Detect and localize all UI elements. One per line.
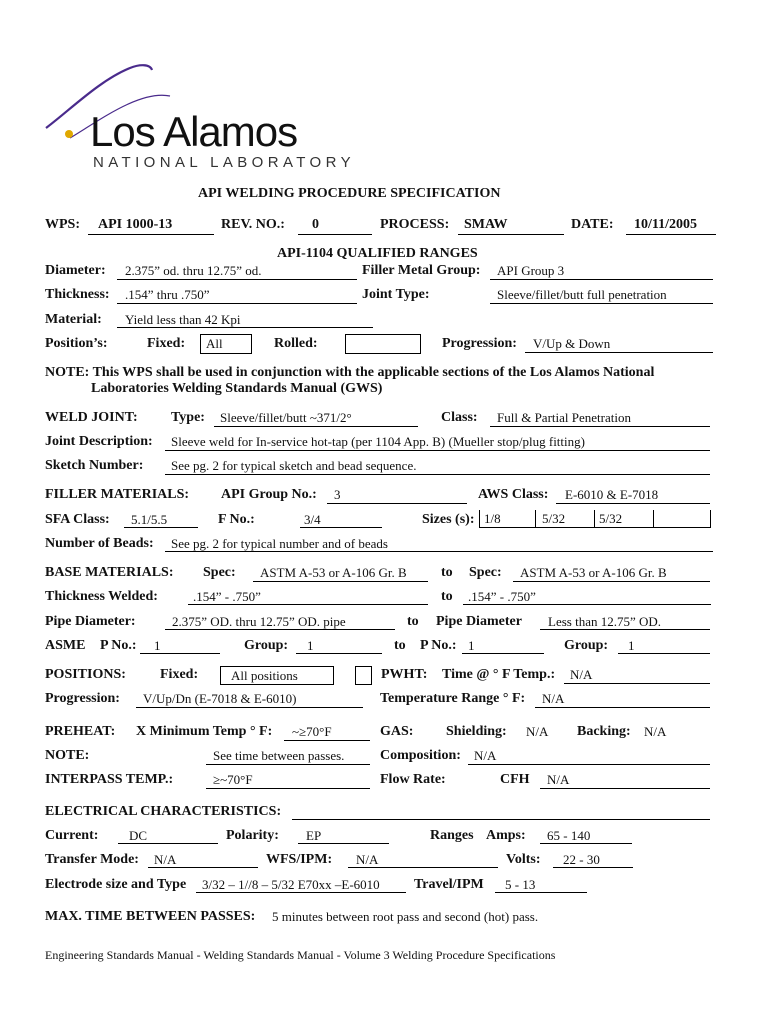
logo-name: Los Alamos	[90, 108, 298, 155]
fno-label: F No.:	[218, 512, 255, 527]
electrode-label: Electrode size and Type	[45, 877, 187, 892]
process-value[interactable]: SMAW	[464, 217, 508, 232]
amps-value[interactable]: 65 - 140	[547, 828, 591, 843]
max-time-label: MAX. TIME BETWEEN PASSES:	[45, 909, 256, 924]
date-label: DATE:	[571, 217, 614, 232]
joint-type-label: Joint Type:	[362, 287, 430, 302]
api-group-line	[327, 503, 467, 504]
cfh-value[interactable]: N/A	[547, 772, 570, 787]
wps-value[interactable]: API 1000-13	[98, 217, 173, 232]
polarity-label: Polarity:	[226, 828, 279, 843]
wfs-value[interactable]: N/A	[356, 852, 379, 867]
base-materials-label: BASE MATERIALS:	[45, 565, 174, 580]
pno-line	[140, 653, 220, 654]
diameter-line	[117, 279, 357, 280]
asme-label: ASME	[45, 638, 86, 653]
spec2-line	[513, 581, 710, 582]
interpass-value[interactable]: ≥~70°F	[213, 772, 253, 787]
cfh-line	[540, 788, 710, 789]
sizes-table	[479, 510, 711, 528]
group-label: Group:	[244, 638, 289, 653]
material-label: Material:	[45, 312, 102, 327]
fixed-box[interactable]	[200, 334, 252, 354]
wfs-label: WFS/IPM:	[266, 852, 333, 867]
rev-line	[298, 234, 372, 235]
sketch-label: Sketch Number:	[45, 458, 144, 473]
temp-range-value[interactable]: N/A	[542, 691, 565, 706]
class-value[interactable]: Full & Partial Penetration	[497, 410, 631, 425]
electrical-label: ELECTRICAL CHARACTERISTICS:	[45, 804, 282, 819]
progression-line	[525, 352, 713, 353]
spec2-label: Spec:	[469, 565, 502, 580]
pos-progression-line	[136, 707, 363, 708]
transfer-mode-value[interactable]: N/A	[154, 852, 177, 867]
class-line	[490, 426, 710, 427]
note-line-1: NOTE: This WPS shall be used in conjunction with the applicable sections of the Los Alamos National	[45, 365, 655, 380]
travel-label: Travel/IPM	[414, 877, 484, 892]
pwht-label: PWHT:	[381, 667, 428, 682]
group2-value[interactable]: 1	[628, 638, 635, 653]
fno-value[interactable]: 3/4	[304, 512, 321, 527]
temp-range-label: Temperature Range ° F:	[380, 691, 526, 706]
progression-value[interactable]: V/Up & Down	[533, 336, 611, 351]
electrode-value[interactable]: 3/32 – 1//8 – 5/32 E70xx –E-6010	[202, 877, 380, 892]
material-value[interactable]: Yield less than 42 Kpi	[125, 312, 241, 327]
progression-label: Progression:	[442, 336, 517, 351]
thickness-welded-value[interactable]: .154” - .750”	[193, 589, 261, 604]
weld-type-line	[214, 426, 418, 427]
filler-group-label: Filler Metal Group:	[362, 263, 481, 278]
max-time-value[interactable]: 5 minutes between root pass and second (hot) pass.	[272, 909, 539, 924]
asme-to-label: to	[394, 638, 406, 653]
spec-label: Spec:	[203, 565, 236, 580]
thickness-value[interactable]: .154” thru .750”	[125, 287, 210, 302]
pipe2-label: Pipe Diameter	[436, 614, 522, 629]
beads-label: Number of Beads:	[45, 536, 154, 551]
filler-materials-label: FILLER MATERIALS:	[45, 487, 190, 502]
aws-class-label: AWS Class:	[478, 487, 549, 502]
filler-group-line	[490, 279, 713, 280]
time-temp-line	[564, 683, 710, 684]
min-temp-label: X Minimum Temp ° F:	[136, 724, 273, 739]
ranges-label: Ranges	[430, 828, 474, 843]
wps-line	[88, 234, 214, 235]
process-line	[458, 234, 564, 235]
spec2-value[interactable]: ASTM A-53 or A-106 Gr. B	[520, 565, 667, 580]
pipe-diameter-value[interactable]: 2.375” OD. thru 12.75” OD. pipe	[172, 614, 346, 629]
size-cell[interactable]: 1/8	[484, 511, 501, 526]
sfa-class-value[interactable]: 5.1/5.5	[131, 512, 168, 527]
pno2-value[interactable]: 1	[468, 638, 475, 653]
positions-fixed-label: Fixed:	[160, 667, 199, 682]
electrical-line	[292, 819, 710, 820]
composition-value[interactable]: N/A	[474, 748, 497, 763]
joint-type-line	[490, 303, 713, 304]
beads-value[interactable]: See pg. 2 for typical number and of beads	[171, 536, 388, 551]
page-title: API WELDING PROCEDURE SPECIFICATION	[198, 186, 501, 201]
positions-section-label: POSITIONS:	[45, 667, 126, 682]
class-label: Class:	[441, 410, 478, 425]
min-temp-line	[284, 740, 370, 741]
preheat-note-label: NOTE:	[45, 748, 90, 763]
pno-value[interactable]: 1	[154, 638, 161, 653]
rev-value[interactable]: 0	[312, 217, 319, 232]
interpass-line	[206, 788, 370, 789]
positions-fixed-box[interactable]	[220, 666, 334, 685]
aws-class-line	[556, 503, 710, 504]
preheat-note-line	[206, 764, 370, 765]
joint-type-value[interactable]: Sleeve/fillet/butt full penetration	[497, 287, 667, 302]
pipe2-value[interactable]: Less than 12.75” OD.	[548, 614, 662, 629]
composition-label: Composition:	[380, 748, 461, 763]
volts-value[interactable]: 22 - 30	[563, 852, 600, 867]
size-cell[interactable]: 5/32	[542, 511, 566, 526]
sketch-line	[165, 474, 710, 475]
backing-label: Backing:	[577, 724, 631, 739]
current-value[interactable]: DC	[129, 828, 148, 843]
polarity-value[interactable]: EP	[306, 828, 322, 843]
pipe-to-label: to	[407, 614, 419, 629]
pno-label: P No.:	[100, 638, 137, 653]
logo-subtitle: NATIONAL LABORATORY	[93, 154, 355, 171]
logo	[40, 60, 355, 175]
api-group-label: API Group No.:	[221, 487, 317, 502]
sketch-value[interactable]: See pg. 2 for typical sketch and bead sequence.	[171, 458, 417, 473]
volts-label: Volts:	[506, 852, 541, 867]
spec-value[interactable]: ASTM A-53 or A-106 Gr. B	[260, 565, 407, 580]
shielding-label: Shielding:	[446, 724, 507, 739]
amps-label: Amps:	[486, 828, 526, 843]
current-label: Current:	[45, 828, 99, 843]
api-group-value[interactable]: 3	[334, 487, 341, 502]
pwht-checkbox[interactable]	[355, 666, 372, 685]
cfh-label: CFH	[500, 772, 530, 787]
logo-dot-icon	[65, 130, 73, 138]
date-value[interactable]: 10/11/2005	[634, 217, 698, 232]
diameter-label: Diameter:	[45, 263, 106, 278]
rolled-label: Rolled:	[274, 336, 318, 351]
wps-label: WPS:	[45, 217, 80, 232]
thickness-to-label: to	[441, 589, 453, 604]
thickness2-value[interactable]: .154” - .750”	[468, 589, 536, 604]
transfer-mode-label: Transfer Mode:	[45, 852, 139, 867]
date-line	[626, 234, 716, 235]
sfa-class-label: SFA Class:	[45, 512, 110, 527]
weld-joint-label: WELD JOINT:	[45, 410, 138, 425]
backing-value[interactable]: N/A	[644, 724, 667, 739]
rev-label: REV. NO.:	[221, 217, 285, 232]
thickness-welded-label: Thickness Welded:	[45, 589, 158, 604]
diameter-value[interactable]: 2.375” od. thru 12.75” od.	[125, 263, 262, 278]
weld-type-value[interactable]: Sleeve/fillet/butt ~371/2°	[220, 410, 352, 425]
travel-value[interactable]: 5 - 13	[505, 877, 536, 892]
joint-desc-value[interactable]: Sleeve weld for In-service hot-tap (per 1104 App. B) (Mueller stop/plug fitting)	[171, 434, 585, 449]
rolled-box[interactable]	[345, 334, 421, 354]
temp-range-line	[535, 707, 710, 708]
pos-progression-label: Progression:	[45, 691, 120, 706]
fixed-label: Fixed:	[147, 336, 186, 351]
footer: Engineering Standards Manual - Welding Standards Manual - Volume 3 Welding Procedure Specifications	[45, 948, 556, 962]
ranges-title: API-1104 QUALIFIED RANGES	[277, 246, 478, 261]
positions-fixed-value: All positions	[231, 668, 298, 683]
spec-to-label: to	[441, 565, 453, 580]
process-label: PROCESS:	[380, 217, 450, 232]
pipe-diameter-label: Pipe Diameter:	[45, 614, 136, 629]
min-temp-value[interactable]: ~≥70°F	[292, 724, 332, 739]
filler-group-value[interactable]: API Group 3	[497, 263, 565, 278]
thickness-label: Thickness:	[45, 287, 110, 302]
shielding-value[interactable]: N/A	[526, 724, 549, 739]
preheat-label: PREHEAT:	[45, 724, 116, 739]
fixed-value: All	[206, 336, 223, 351]
sizes-label: Sizes (s):	[422, 512, 475, 527]
pos-progression-value[interactable]: V/Up/Dn (E-7018 & E-6010)	[143, 691, 297, 706]
joint-desc-line	[165, 450, 710, 451]
spec-line	[253, 581, 428, 582]
time-temp-label: Time @ ° F Temp.:	[442, 667, 556, 682]
flow-rate-label: Flow Rate:	[380, 772, 446, 787]
time-temp-value[interactable]: N/A	[570, 667, 593, 682]
interpass-label: INTERPASS TEMP.:	[45, 772, 174, 787]
weld-type-label: Type:	[171, 410, 205, 425]
preheat-note-value[interactable]: See time between passes.	[213, 748, 345, 763]
gas-label: GAS:	[380, 724, 414, 739]
joint-desc-label: Joint Description:	[45, 434, 153, 449]
size-cell[interactable]: 5/32	[599, 511, 623, 526]
note-line-2: Laboratories Welding Standards Manual (GWS)	[91, 381, 383, 396]
thickness-line	[117, 303, 357, 304]
group-value[interactable]: 1	[307, 638, 314, 653]
pno2-label: P No.:	[420, 638, 457, 653]
positions-label: Position’s:	[45, 336, 108, 351]
group2-label: Group:	[564, 638, 609, 653]
aws-class-value[interactable]: E-6010 & E-7018	[565, 487, 659, 502]
composition-line	[468, 764, 710, 765]
